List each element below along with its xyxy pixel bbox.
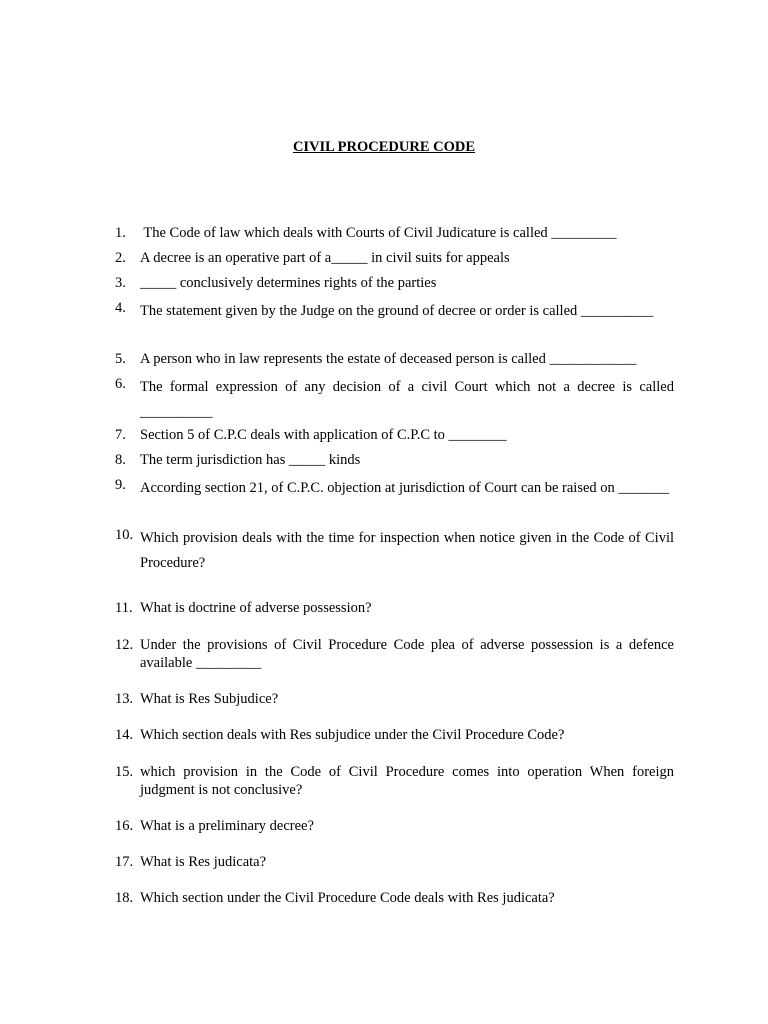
question-text: A person who in law represents the estate of deceased person is called ____________ bbox=[140, 351, 637, 367]
question-item bbox=[115, 350, 674, 368]
question-item bbox=[115, 249, 674, 267]
question-item bbox=[115, 476, 674, 501]
question-number: 2. bbox=[115, 250, 126, 266]
question-number: 6. bbox=[115, 376, 126, 392]
question-text: Which section under the Civil Procedure Code deals with Res judicata? bbox=[140, 890, 555, 906]
question-text: Which provision deals with the time for inspection when notice given in the Code of Civil Procedure? bbox=[140, 530, 674, 571]
question-item bbox=[115, 375, 674, 425]
question-number: 1. bbox=[115, 225, 126, 241]
question-number: 5. bbox=[115, 351, 126, 367]
question-text: Which section deals with Res subjudice under the Civil Procedure Code? bbox=[140, 727, 565, 743]
question-item bbox=[115, 224, 674, 242]
question-item bbox=[115, 451, 674, 469]
question-number: 10. bbox=[115, 527, 134, 543]
question-number: 18. bbox=[115, 890, 134, 906]
question-text: What is a preliminary decree? bbox=[140, 818, 314, 834]
question-text: The Code of law which deals with Courts of Civil Judicature is called _________ bbox=[140, 225, 617, 241]
question-text: _____ conclusively determines rights of the parties bbox=[140, 275, 437, 291]
question-item bbox=[115, 599, 674, 617]
question-text: The formal expression of any decision of a civil Court which not a decree is called __________ bbox=[140, 379, 674, 420]
question-number: 15. bbox=[115, 764, 134, 780]
question-text: What is doctrine of adverse possession? bbox=[140, 600, 372, 616]
question-item bbox=[115, 274, 674, 292]
question-text: Section 5 of C.P.C deals with application of C.P.C to ________ bbox=[140, 427, 507, 443]
question-item bbox=[115, 526, 674, 576]
question-text: which provision in the Code of Civil Procedure comes into operation When foreign judgment is not conclusive? bbox=[140, 764, 674, 798]
question-text: The statement given by the Judge on the ground of decree or order is called __________ bbox=[140, 303, 654, 319]
question-text: A decree is an operative part of a_____ in civil suits for appeals bbox=[140, 250, 510, 266]
question-number: 17. bbox=[115, 854, 134, 870]
document-title: CIVIL PROCEDURE CODE bbox=[292, 139, 476, 155]
question-number: 13. bbox=[115, 691, 134, 707]
question-item bbox=[115, 889, 674, 907]
question-item bbox=[115, 726, 674, 744]
question-number: 8. bbox=[115, 452, 126, 468]
question-text: According section 21, of C.P.C. objection at jurisdiction of Court can be raised on _______ bbox=[140, 480, 670, 496]
question-item bbox=[115, 817, 674, 835]
question-item bbox=[115, 299, 674, 324]
question-number: 7. bbox=[115, 427, 126, 443]
question-number: 11. bbox=[115, 600, 133, 616]
question-text: What is Res judicata? bbox=[140, 854, 267, 870]
question-number: 12. bbox=[115, 637, 134, 653]
question-item bbox=[115, 690, 674, 708]
question-text: What is Res Subjudice? bbox=[140, 691, 279, 707]
question-item bbox=[115, 763, 674, 799]
question-text: The term jurisdiction has _____ kinds bbox=[140, 452, 361, 468]
question-number: 4. bbox=[115, 300, 126, 316]
question-number: 16. bbox=[115, 818, 134, 834]
question-item bbox=[115, 636, 674, 672]
question-number: 9. bbox=[115, 477, 126, 493]
question-item bbox=[115, 426, 674, 444]
question-number: 14. bbox=[115, 727, 134, 743]
question-item bbox=[115, 853, 674, 871]
question-text: Under the provisions of Civil Procedure Code plea of adverse possession is a defence available _________ bbox=[140, 637, 674, 671]
question-number: 3. bbox=[115, 275, 126, 291]
